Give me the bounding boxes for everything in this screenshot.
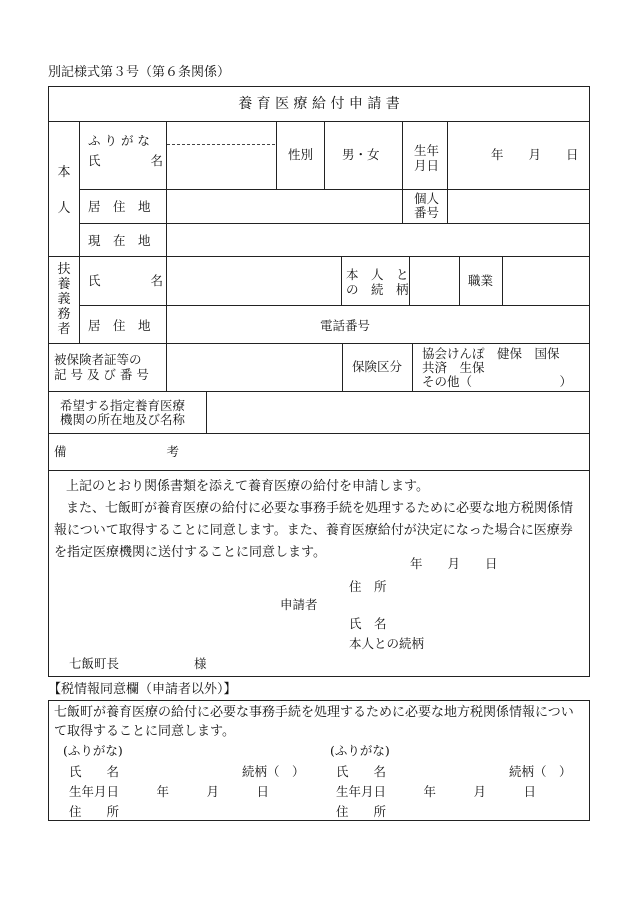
left-relation-label: 続柄（ ） [242, 764, 305, 779]
guardian-group-label: 扶 養 義 務 者 [57, 262, 71, 337]
current-location-field[interactable] [167, 224, 588, 255]
right-birthdate-label: 生年月日 年 月 日 [336, 784, 537, 799]
honnin-group-label: 本 人 [57, 165, 71, 216]
guardian-name-field[interactable] [167, 257, 340, 304]
left-address-label: 住 所 [69, 804, 120, 819]
phone-label: 電話番号 [320, 318, 371, 333]
sex-options[interactable]: 男・女 [342, 147, 380, 162]
occupation-field[interactable] [503, 257, 588, 304]
residence-field[interactable] [167, 190, 401, 222]
current-location-label: 現 在 地 [88, 233, 151, 248]
declaration-paragraph-2: また、七飯町が養育医療の給付に必要な事務手続を処理するために必要な地方税関係情報について取得することに同意します。また、養育医療給付が決定になった場合に医療券を指定医療機関に送付することに同意します。 [54, 501, 574, 560]
institution-label: 希望する指定養育医療 機関の所在地及び名称 [60, 398, 186, 427]
left-birthdate-label: 生年月日 年 月 日 [69, 784, 270, 799]
addressee: 七飯町長 様 [69, 656, 207, 671]
applicant-name-label: 氏 名 [349, 616, 387, 631]
left-name-label: 氏 名 [69, 764, 120, 779]
declaration-date[interactable]: 年 月 日 [410, 556, 498, 571]
remarks-field[interactable] [167, 434, 588, 469]
sex-label: 性別 [288, 147, 314, 162]
guardian-residence-label: 居 住 地 [88, 318, 151, 333]
insurance-type-options[interactable]: 協会けんぽ 健保 国保 共済 生保 その他（ ） [422, 346, 573, 389]
right-relation-label: 続柄（ ） [509, 764, 572, 779]
furigana-label: ふ り が な [88, 133, 150, 148]
guardian-name-label: 氏 名 [88, 273, 164, 288]
form-title: 養 育 医 療 給 付 申 請 書 [238, 96, 400, 112]
tax-consent-heading: 【税情報同意欄（申請者以外）】 [48, 682, 237, 697]
declaration-paragraph-1: 上記のとおり関係書類を添えて養育医療の給付を申請します。 [66, 479, 429, 494]
guardian-residence-field[interactable] [167, 306, 588, 342]
application-form-table [48, 86, 590, 677]
relation-field[interactable] [410, 257, 458, 304]
applicant-address-label: 住 所 [349, 579, 387, 594]
tax-consent-text: 七飯町が養育医療の給付に必要な事務手続を処理するために必要な地方税関係情報について取得することに同意します。 [54, 705, 574, 739]
remarks-label: 備 考 [54, 444, 180, 459]
applicant-relation-label: 本人との続柄 [349, 636, 425, 651]
insurance-number-label: 被保険者証等の 記 号 及 び 番 号 [54, 352, 149, 382]
applicant-name-field[interactable] [167, 122, 275, 188]
birthdate-label: 生年 月日 [414, 143, 440, 173]
residence-label: 居 住 地 [88, 199, 151, 214]
left-furigana-label: (ふりがな) [63, 743, 123, 758]
occupation-label: 職業 [468, 273, 494, 288]
insurance-type-label: 保険区分 [352, 359, 403, 374]
relation-label: 本 人 と の 続 柄 [346, 267, 409, 297]
birthdate-value[interactable]: 年 月 日 [491, 147, 579, 162]
insurance-number-field[interactable] [167, 344, 341, 390]
my-number-field[interactable] [448, 190, 588, 222]
right-name-label: 氏 名 [336, 764, 387, 779]
tax-consent-box [48, 700, 590, 821]
form-number-label: 別記様式第３号（第６条関係） [48, 65, 231, 80]
institution-field[interactable] [207, 392, 588, 432]
right-address-label: 住 所 [336, 804, 387, 819]
my-number-label: 個人 番号 [414, 191, 440, 220]
right-furigana-label: (ふりがな) [330, 743, 390, 758]
name-label: 氏 名 [88, 153, 164, 168]
applicant-label: 申請者 [280, 597, 318, 612]
